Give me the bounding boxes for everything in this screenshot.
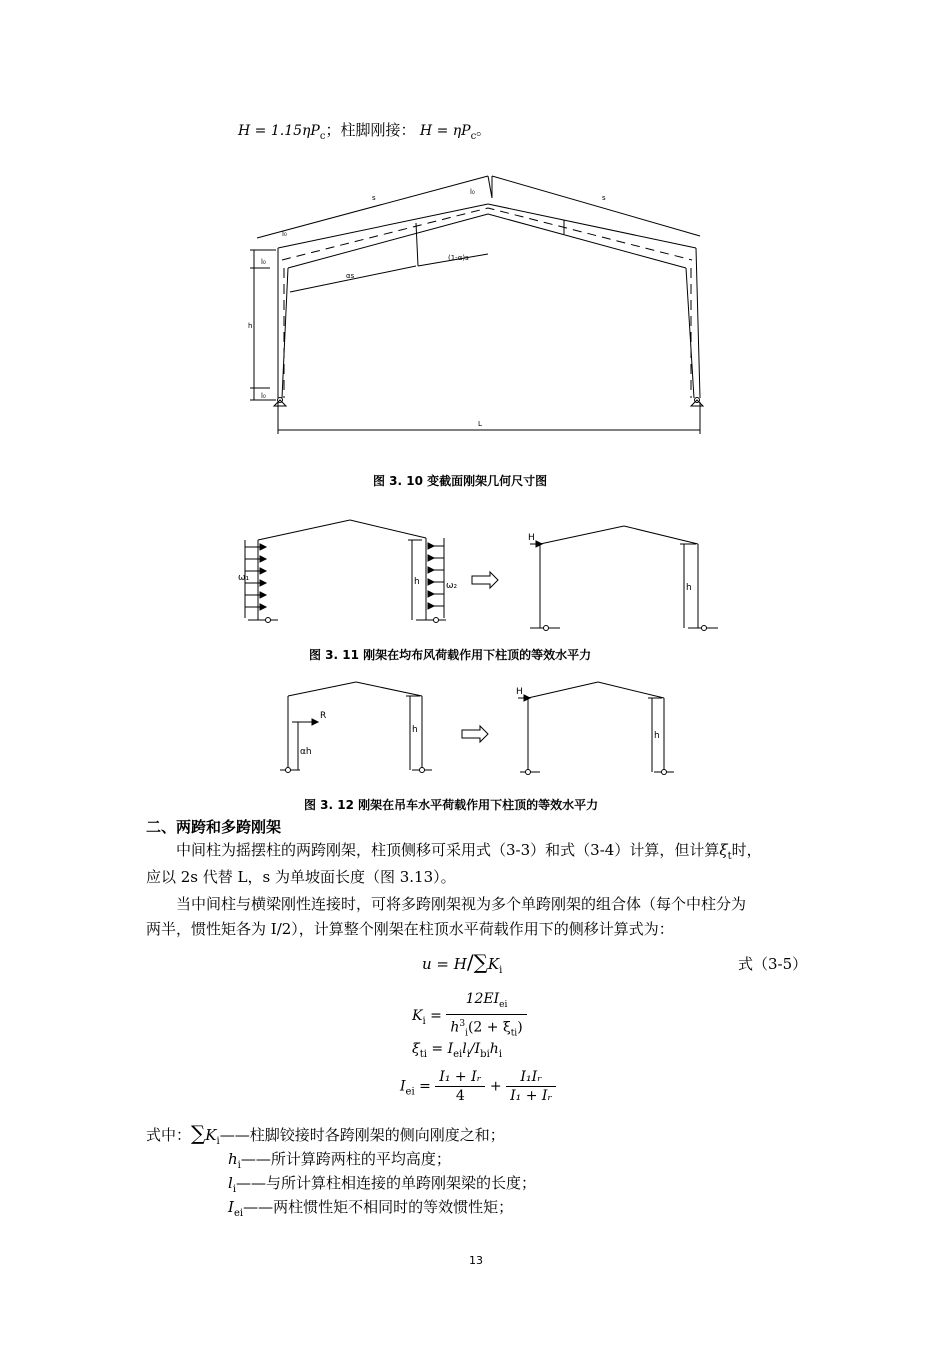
figure-3-12-crane-load — [276, 676, 684, 780]
equation-3-5-label: 式（3-5） — [738, 955, 808, 973]
label-w2: ω₂ — [446, 581, 458, 591]
figure-3-10-caption: 图 3. 10 变截面刚架几何尺寸图 — [373, 474, 548, 488]
label-l0-top: l₀ — [470, 188, 475, 196]
where-line-3: $l_i——$与所计算柱相连接的单跨刚架梁的长度； — [228, 1174, 537, 1195]
equation-3-5: $u = H/\sum K_i$ — [422, 950, 503, 976]
equation-iei: $I_{ei}$ = $\frac{\text{I₁ + Iᵣ}}{4}$ + $\frac{\text{I₁Iᵣ}}{\text{I₁ + Iᵣ}}$ — [400, 1068, 556, 1105]
label-l0-col-top: l₀ — [261, 258, 266, 266]
figure-3-11-wind-load — [240, 514, 720, 636]
figure-3-12-caption: 图 3. 12 刚架在吊车水平荷载作用下柱顶的等效水平力 — [304, 798, 599, 812]
formula-h-fixed: H = ηP — [419, 123, 471, 139]
para1-line2: 应以 2s 代替 L，s 为单坡面长度（图 3.13）。 — [146, 868, 456, 886]
label-h-left: h — [412, 725, 418, 735]
label-l0-eave: l₀ — [282, 230, 287, 238]
label-L: L — [478, 420, 482, 428]
page-number: 13 — [469, 1254, 483, 1267]
label-R: R — [320, 711, 327, 721]
equation-xi-ti: $\xi_{ti} = I_{ei}l_i/I_{bi}h_i$ — [412, 1041, 503, 1060]
formula-h-hinged: H = 1.15ηP — [238, 123, 320, 139]
label-l0-col-bot: l₀ — [261, 392, 266, 400]
equation-ki: $K_i$ = $\frac{12EI_{ei}}{h^3_i(2 + \xi_{ti})}$ — [412, 990, 527, 1042]
figure-3-11-caption: 图 3. 11 刚架在均布风荷载作用下柱顶的等效水平力 — [309, 648, 592, 662]
para2-line1: 当中间柱与横梁刚性连接时，可将多跨刚架视为多个单跨刚架的组合体（每个中柱分为 — [176, 895, 747, 913]
where-line-1: 式中：$\sum K_i——$柱脚铰接时各跨刚架的侧向刚度之和； — [146, 1121, 505, 1147]
label-H: H — [528, 533, 535, 543]
label-as: αs — [346, 272, 355, 280]
label-h-right: h — [654, 731, 660, 741]
para1-line1: 中间柱为摇摆柱的两跨刚架，柱顶侧移可采用式（3-3）和式（3-4）计算，但计算$\xi_t$时， — [176, 841, 762, 862]
para2-line2: 两半，惯性矩各为 I/2），计算整个刚架在柱顶水平荷载作用下的侧移计算式为： — [146, 920, 674, 938]
iei-fraction-1: $\frac{\text{I₁ + Iᵣ}}{4}$ — [435, 1068, 485, 1105]
section-heading: 二、两跨和多跨刚架 — [146, 818, 282, 836]
top-formula: $H = 1.15\eta P_c$；柱脚刚接： $H = \eta P_c$。 — [238, 121, 491, 142]
iei-fraction-2: $\frac{\text{I₁Iᵣ}}{\text{I₁ + Iᵣ}}$ — [506, 1068, 556, 1105]
ki-fraction: $\frac{12EI_{ei}}{h^3_i(2 + \xi_{ti})}$ — [446, 990, 526, 1042]
label-H: H — [516, 687, 523, 697]
label-one-minus-as: (1-α)s — [448, 254, 469, 262]
label-s-right: s — [602, 194, 606, 202]
label-s-left: s — [372, 194, 376, 202]
label-h-left: h — [414, 577, 420, 587]
where-line-2: $h_i——$所计算跨两柱的平均高度； — [228, 1150, 451, 1171]
label-w1: ω₁ — [238, 573, 250, 583]
figure-3-10-frame-geometry — [230, 168, 730, 440]
label-ah: αh — [300, 747, 312, 757]
label-h: h — [248, 322, 253, 330]
where-line-4: $I_{ei}——$两柱惯性矩不相同时的等效惯性矩； — [228, 1198, 514, 1219]
label-h-right: h — [686, 583, 692, 593]
